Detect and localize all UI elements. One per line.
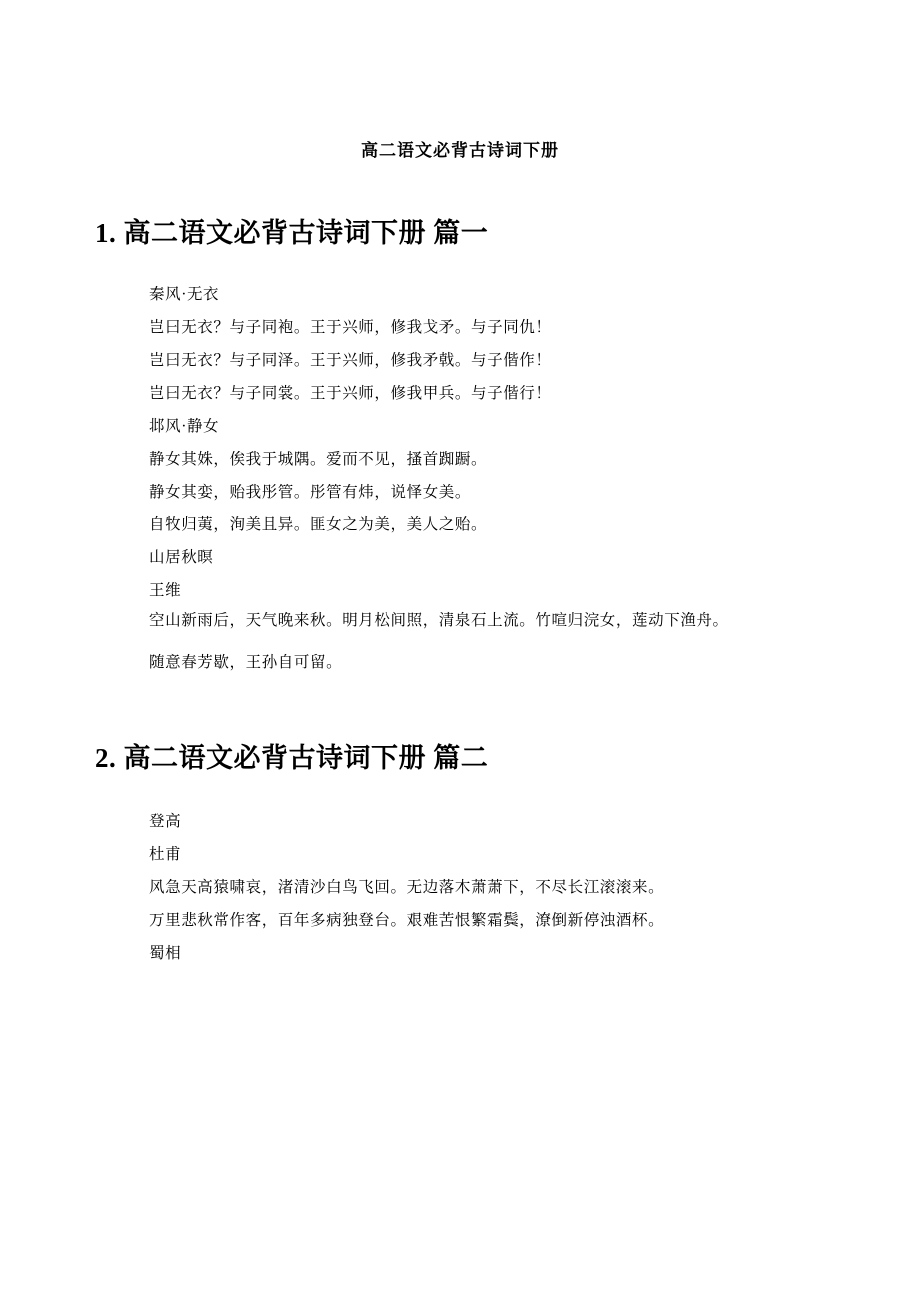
poem-author: 杜甫 <box>149 846 182 864</box>
poem-line: 山居秋暝 <box>149 549 214 567</box>
section-heading-2: 2. 高二语文必背古诗词下册 篇二 <box>95 742 489 773</box>
poem-line: 岂曰无衣？与子同泽。王于兴师，修我矛戟。与子偕作！ <box>149 352 552 370</box>
page-title: 高二语文必背古诗词下册 <box>361 141 559 160</box>
poem-line: 秦风·无衣 <box>149 286 220 304</box>
poem-line: 随意春芳歇，王孙自可留。 <box>149 654 343 672</box>
section-heading-1: 1. 高二语文必背古诗词下册 篇一 <box>95 218 489 248</box>
poem-author: 王维 <box>149 582 182 600</box>
poem-line: 风急天高猿啸哀，渚清沙白鸟飞回。无边落木萧萧下，不尽长江滚滚来。 <box>149 879 665 897</box>
poem-line: 蜀相 <box>149 944 182 962</box>
section-body-2 <box>95 774 825 970</box>
poem-line: 万里悲秋常作客，百年多病独登台。艰难苦恨繁霜鬓，潦倒新停浊酒杯。 <box>149 911 665 929</box>
poem-line: 登高 <box>149 813 182 831</box>
poem-line: 自牧归荑，洵美且异。匪女之为美，美人之贻。 <box>149 516 488 534</box>
poem-line: 岂曰无衣？与子同袍。王于兴师，修我戈矛。与子同仇！ <box>149 319 552 337</box>
poem-line: 静女其姝，俟我于城隅。爱而不见，搔首踟蹰。 <box>149 450 488 468</box>
poem-line: 静女其娈，贻我彤管。彤管有炜，说怿女美。 <box>149 483 472 501</box>
poem-line: 邶风·静女 <box>149 417 220 435</box>
section-body-1 <box>95 249 825 680</box>
poem-line: 岂曰无衣？与子同裳。王于兴师，修我甲兵。与子偕行！ <box>149 384 552 402</box>
poem-line: 空山新雨后，天气晚来秋。明月松间照，清泉石上流。竹喧归浣女，莲动下渔舟。 <box>149 611 729 629</box>
